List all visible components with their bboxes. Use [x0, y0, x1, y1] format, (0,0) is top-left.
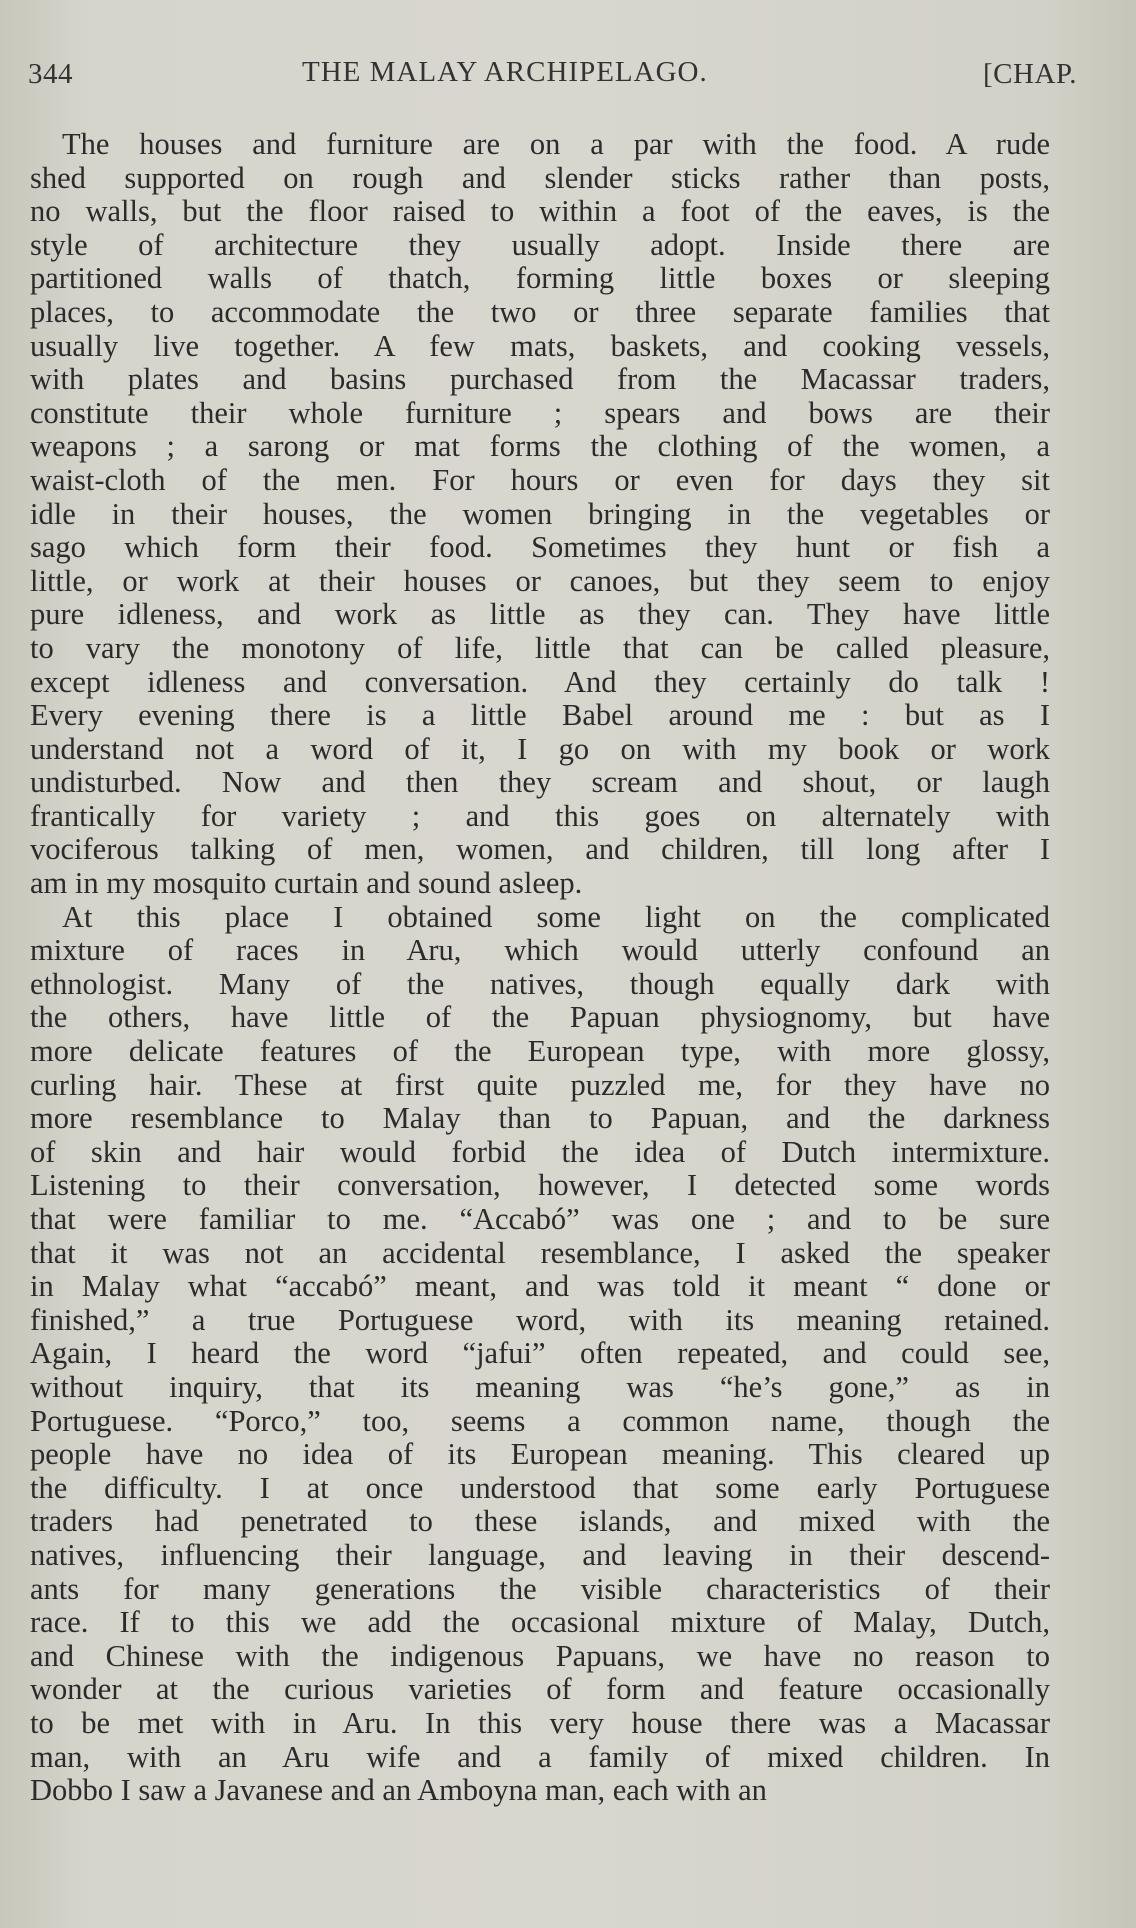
text-line: Again, I heard the word “jafui” often repeated, and could see,	[30, 1336, 1050, 1371]
paragraph-houses-furniture	[30, 128, 1050, 901]
text-line: except idleness and conversation. And they certainly do talk !	[30, 664, 1050, 699]
text-line: people have no idea of its European meaning. This cleared up	[30, 1437, 1050, 1472]
text-line: that were familiar to me. “Accabó” was one ; and to be sure	[30, 1202, 1050, 1236]
text-line: constitute their whole furniture ; spears and bows are their	[30, 395, 1050, 430]
text-line: the difficulty. I at once understood that some early Portuguese	[30, 1470, 1050, 1505]
text-line: man, with an Aru wife and a family of mixed children. In	[30, 1739, 1050, 1774]
running-title: THE MALAY ARCHIPELAGO.	[302, 56, 708, 88]
chapter-marker: [CHAP.	[983, 58, 1078, 90]
text-line: traders had penetrated to these islands, and mixed with the	[30, 1504, 1050, 1539]
text-line: and Chinese with the indigenous Papuans, we have no reason to	[30, 1638, 1050, 1673]
text-line: little, or work at their houses or canoes, but they seem to enjoy	[30, 563, 1050, 598]
text-line: The houses and furniture are on a par with the food. A rude	[62, 127, 1050, 161]
text-line: more resemblance to Malay than to Papuan, and the darkness	[30, 1101, 1050, 1136]
text-line: idle in their houses, the women bringing in the vegetables or	[30, 496, 1050, 531]
text-line: curling hair. These at first quite puzzled me, for they have no	[30, 1067, 1050, 1102]
text-line: Listening to their conversation, however, I detected some words	[30, 1168, 1050, 1203]
text-line: of skin and hair would forbid the idea of Dutch intermixture.	[30, 1134, 1050, 1169]
paragraph-mixture-of-races	[30, 901, 1050, 1808]
text-line: to be met with in Aru. In this very house there was a Macassar	[30, 1705, 1050, 1740]
text-line: sago which form their food. Sometimes they hunt or fish a	[30, 530, 1050, 565]
text-line: weapons ; a sarong or mat forms the clothing of the women, a	[30, 429, 1050, 464]
text-line: without inquiry, that its meaning was “he’s gone,” as in	[30, 1369, 1050, 1404]
body-text	[30, 128, 1050, 1808]
text-line: style of architecture they usually adopt. Inside there are	[30, 227, 1050, 262]
text-line: Dobbo I saw a Javanese and an Amboyna man, each with an	[30, 1773, 767, 1808]
text-line: Portuguese. “Porco,” too, seems a common name, though the	[30, 1403, 1050, 1438]
text-line: understand not a word of it, I go on with my book or work	[30, 731, 1050, 766]
text-line: wonder at the curious varieties of form and feature occasionally	[30, 1672, 1050, 1707]
text-line: ants for many generations the visible characteristics of their	[30, 1571, 1050, 1606]
text-line: pure idleness, and work as little as they can. They have little	[30, 597, 1050, 632]
text-line: race. If to this we add the occasional mixture of Malay, Dutch,	[30, 1605, 1050, 1640]
text-line: more delicate features of the European type, with more glossy,	[30, 1034, 1050, 1069]
text-line: Every evening there is a little Babel around me : but as I	[30, 698, 1050, 733]
text-line: finished,” a true Portuguese word, with its meaning retained.	[30, 1302, 1050, 1337]
running-head	[28, 56, 1078, 96]
text-line: no walls, but the floor raised to within a foot of the eaves, is the	[30, 194, 1050, 229]
text-line: waist-cloth of the men. For hours or even for days they sit	[30, 462, 1050, 497]
page-number: 344	[28, 58, 73, 90]
text-line: natives, influencing their language, and leaving in their descend-	[30, 1537, 1050, 1572]
text-line: shed supported on rough and slender sticks rather than posts,	[30, 160, 1050, 195]
text-line: places, to accommodate the two or three separate families that	[30, 294, 1050, 329]
text-line: ethnologist. Many of the natives, though equally dark with	[30, 966, 1050, 1001]
text-line: that it was not an accidental resemblance, I asked the speaker	[30, 1235, 1050, 1270]
text-line: to vary the monotony of life, little that can be called pleasure,	[30, 630, 1050, 665]
text-line: undisturbed. Now and then they scream and shout, or laugh	[30, 765, 1050, 800]
text-line: partitioned walls of thatch, forming little boxes or sleeping	[30, 261, 1050, 296]
text-line: mixture of races in Aru, which would utterly confound an	[30, 933, 1050, 968]
text-line: frantically for variety ; and this goes on alternately with	[30, 798, 1050, 833]
text-line: am in my mosquito curtain and sound asleep.	[30, 866, 583, 901]
text-line: usually live together. A few mats, baskets, and cooking vessels,	[30, 328, 1050, 363]
text-line: in Malay what “accabó” meant, and was told it meant “ done or	[30, 1269, 1050, 1304]
text-line: At this place I obtained some light on the complicated	[62, 899, 1050, 934]
text-line: the others, have little of the Papuan physiognomy, but have	[30, 1000, 1050, 1035]
text-line: with plates and basins purchased from the Macassar traders,	[30, 362, 1050, 397]
text-line: vociferous talking of men, women, and children, till long after I	[30, 832, 1050, 867]
